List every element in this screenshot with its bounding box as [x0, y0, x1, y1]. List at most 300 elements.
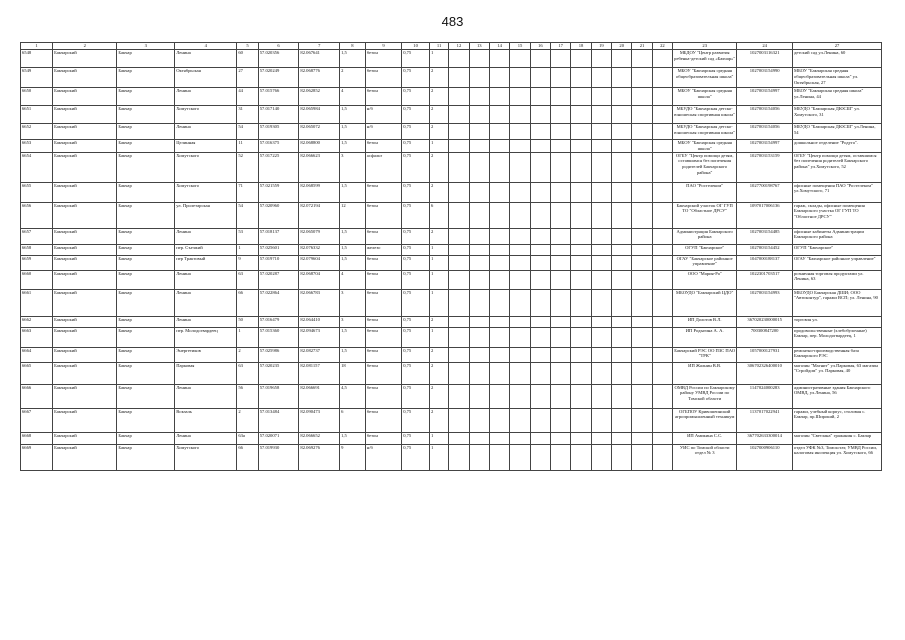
table-cell — [510, 182, 530, 202]
table-cell: 0,75 — [402, 270, 430, 289]
table-cell: бетон — [365, 255, 401, 270]
table-cell: 1027003154990 — [737, 68, 793, 88]
table-cell — [530, 327, 550, 347]
table-cell: 1027003154056 — [737, 124, 793, 140]
table-cell: 57.019305 — [258, 124, 299, 140]
table-cell: 11 — [237, 140, 258, 153]
table-cell — [591, 88, 611, 106]
table-cell — [591, 68, 611, 88]
table-cell: Бакчар — [117, 270, 175, 289]
table-cell — [489, 124, 509, 140]
table-cell — [571, 152, 591, 182]
table-cell — [571, 182, 591, 202]
table-cell: 82.066652 — [299, 432, 340, 444]
table-cell: 1,5 — [340, 244, 366, 255]
table-cell — [510, 270, 530, 289]
table-cell: 1 — [237, 327, 258, 347]
table-cell: 52 — [237, 152, 258, 182]
table-cell: Бакчарский — [53, 244, 117, 255]
table-cell — [632, 255, 652, 270]
table-cell: н/б — [365, 444, 401, 470]
column-number: 7 — [299, 43, 340, 50]
table-cell — [530, 408, 550, 432]
table-cell — [469, 384, 489, 408]
table-cell: Октябрьская — [175, 68, 237, 88]
table-cell: 0,75 — [402, 347, 430, 362]
table-row — [21, 152, 882, 182]
table-cell — [612, 444, 632, 470]
table-cell — [652, 228, 672, 244]
table-cell: 0,75 — [402, 384, 430, 408]
table-cell: 1022301703517 — [737, 270, 793, 289]
table-cell — [551, 432, 571, 444]
column-number: 24 — [737, 43, 793, 50]
table-cell: бетон — [365, 347, 401, 362]
table-cell — [652, 384, 672, 408]
table-cell — [632, 327, 652, 347]
table-cell — [469, 362, 489, 384]
table-cell — [510, 202, 530, 228]
column-number: 19 — [591, 43, 611, 50]
table-cell — [652, 444, 672, 470]
table-cell: 6666 — [21, 384, 53, 408]
table-cell: 367020230000015 — [737, 316, 793, 327]
table-cell: Бакчарский — [53, 228, 117, 244]
table-cell: бетон — [365, 432, 401, 444]
table-cell: Бакчар — [117, 202, 175, 228]
table-cell: Бакчарский — [53, 106, 117, 124]
table-cell: Администрация Бакчарского района — [673, 228, 737, 244]
table-cell: бетон — [365, 182, 401, 202]
table-cell — [652, 140, 672, 153]
table-cell — [591, 182, 611, 202]
table-cell: Бакчарский РЭС ОО ПЗС ПАО "ТРК" — [673, 347, 737, 362]
table-cell — [591, 362, 611, 384]
table-cell — [571, 384, 591, 408]
table-cell: 6663 — [21, 327, 53, 347]
table-cell — [652, 270, 672, 289]
table-cell — [632, 182, 652, 202]
table-cell: ООО "Мария-Ра" — [673, 270, 737, 289]
table-cell — [632, 384, 652, 408]
table-cell: 0,75 — [402, 289, 430, 316]
table-cell: 6549 — [21, 68, 53, 88]
table-cell: Бакчар — [117, 316, 175, 327]
table-cell: Бакчар — [117, 444, 175, 470]
table-cell: 27 — [237, 68, 258, 88]
table-cell: Бакчарский — [53, 202, 117, 228]
table-cell — [551, 244, 571, 255]
table-cell: 1,5 — [340, 255, 366, 270]
table-cell: 6660 — [21, 270, 53, 289]
table-cell — [551, 316, 571, 327]
table-cell: ОГБПОУ Кривошеинский агропромышленный техникум — [673, 408, 737, 432]
table-cell: 6662 — [21, 316, 53, 327]
table-cell: 2 — [430, 228, 449, 244]
column-number: 2 — [53, 43, 117, 50]
table-cell — [652, 88, 672, 106]
table-cell — [612, 408, 632, 432]
table-cell: Бакчар — [117, 255, 175, 270]
table-cell — [652, 68, 672, 88]
table-cell — [571, 50, 591, 68]
table-row — [21, 202, 882, 228]
table-cell — [551, 106, 571, 124]
table-cell: Энергетиков — [175, 347, 237, 362]
table-cell: 2 — [430, 68, 449, 88]
table-cell: 82.067641 — [299, 50, 340, 68]
table-cell — [530, 228, 550, 244]
table-cell: 1027003154056 — [737, 106, 793, 124]
table-cell: 6667 — [21, 408, 53, 432]
table-cell — [449, 228, 469, 244]
table-cell: Ленина — [175, 432, 237, 444]
table-cell: 82.065072 — [299, 124, 340, 140]
table-cell — [469, 444, 489, 470]
table-cell: 82.079604 — [299, 255, 340, 270]
column-number: 6 — [258, 43, 299, 50]
table-cell: Бакчарский — [53, 432, 117, 444]
table-cell: 3 — [340, 289, 366, 316]
table-cell: Бакчар — [117, 228, 175, 244]
table-cell — [530, 270, 550, 289]
table-cell: гаражи, учебный корпус, столовая с. Бакчар, пр.Широкий, 2 — [792, 408, 881, 432]
table-row — [21, 347, 882, 362]
table-cell: 82.082737 — [299, 347, 340, 362]
table-cell: Хомутского — [175, 152, 237, 182]
table-cell: отдел УФК №3, Томскстат, УМВД России, налоговая инспекция ул. Хомутского, 66 — [792, 444, 881, 470]
table-cell: бетон — [365, 88, 401, 106]
table-cell — [469, 347, 489, 362]
table-cell — [530, 244, 550, 255]
table-cell — [489, 106, 509, 124]
table-cell: 0,75 — [402, 68, 430, 88]
table-cell — [591, 124, 611, 140]
table-cell — [591, 270, 611, 289]
table-cell: 82.068704 — [299, 270, 340, 289]
table-cell: 1,5 — [340, 140, 366, 153]
table-cell: МБОУДО "Бакчарский ЦДО" — [673, 289, 737, 316]
table-cell — [612, 316, 632, 327]
table-cell: бетон — [365, 270, 401, 289]
table-cell — [571, 202, 591, 228]
table-cell — [591, 202, 611, 228]
table-cell: 6668 — [21, 432, 53, 444]
table-cell: МБУДО "Бакчарская детско-юношеская спортивная школа" — [673, 124, 737, 140]
table-cell: 6 — [340, 408, 366, 432]
table-cell: гараж, склады, офисные помещения Бакчарского участка ОГ ГУП ТО "Областное ДРСУ" — [792, 202, 881, 228]
table-cell: ИП Амикина С.С. — [673, 432, 737, 444]
table-cell: 71 — [237, 182, 258, 202]
table-cell — [551, 327, 571, 347]
table-cell: 9 — [237, 255, 258, 270]
table-cell: бетон — [365, 327, 401, 347]
table-cell — [632, 140, 652, 153]
table-cell: 1147024000283 — [737, 384, 793, 408]
table-cell: 1 — [430, 327, 449, 347]
table-cell: Бакчар — [117, 384, 175, 408]
table-cell: 2 — [237, 408, 258, 432]
table-cell — [591, 316, 611, 327]
table-cell — [632, 270, 652, 289]
table-cell — [571, 124, 591, 140]
table-cell: 2 — [430, 88, 449, 106]
table-cell: бетон — [365, 202, 401, 228]
table-cell: 60 — [237, 50, 258, 68]
table-cell: 6548 — [21, 50, 53, 68]
column-number: 17 — [551, 43, 571, 50]
table-row — [21, 88, 882, 106]
table-cell — [530, 362, 550, 384]
table-cell: ОГБУ "Центр помощи детям, оставшимся без попечения родителей Бакчарского района" — [673, 152, 737, 182]
table-cell: 1027003116321 — [737, 50, 793, 68]
table-cell: МБОУ "Бакчарская средняя школа" — [673, 88, 737, 106]
table-cell — [612, 106, 632, 124]
table-cell — [571, 244, 591, 255]
table-cell: ОМВД России по Бакчарскому району УМВД России по Томской области — [673, 384, 737, 408]
table-cell — [489, 68, 509, 88]
table-cell — [652, 347, 672, 362]
table-cell — [571, 270, 591, 289]
table-cell: 6653 — [21, 140, 53, 153]
column-number: 11 — [430, 43, 449, 50]
table-cell — [489, 408, 509, 432]
table-cell: Бакчар — [117, 68, 175, 88]
table-cell: 57.020356 — [258, 50, 299, 68]
table-cell: 1027003154997 — [737, 88, 793, 106]
table-cell: 1,5 — [340, 124, 366, 140]
table-cell: ПАО "Ростелеком" — [673, 182, 737, 202]
table-cell: 0,75 — [402, 432, 430, 444]
table-cell — [612, 362, 632, 384]
table-cell: н/б — [365, 124, 401, 140]
table-cell: 1 — [430, 270, 449, 289]
table-cell — [551, 152, 571, 182]
table-cell — [612, 88, 632, 106]
table-cell — [652, 327, 672, 347]
table-cell — [530, 50, 550, 68]
table-cell — [571, 88, 591, 106]
table-cell: 2 — [430, 362, 449, 384]
table-cell: 54 — [237, 124, 258, 140]
column-number: 1 — [21, 43, 53, 50]
table-cell — [510, 289, 530, 316]
table-cell — [489, 182, 509, 202]
table-cell: торговля ул. — [792, 316, 881, 327]
table-row — [21, 68, 882, 88]
table-cell: 82.062852 — [299, 88, 340, 106]
table-row — [21, 270, 882, 289]
table-cell — [652, 124, 672, 140]
table-cell: 3 — [340, 316, 366, 327]
table-cell — [489, 228, 509, 244]
table-cell — [591, 384, 611, 408]
table-cell: 2 — [430, 152, 449, 182]
table-cell: н/б — [365, 106, 401, 124]
table-row — [21, 408, 882, 432]
table-cell — [612, 327, 632, 347]
table-cell: Бакчар — [117, 182, 175, 202]
table-cell — [571, 316, 591, 327]
table-cell — [612, 432, 632, 444]
table-cell: 1027003153159 — [737, 152, 793, 182]
table-cell — [510, 316, 530, 327]
table-cell: 0,75 — [402, 124, 430, 140]
table-cell — [530, 255, 550, 270]
table-cell: 57.022864 — [258, 289, 299, 316]
table-cell — [652, 362, 672, 384]
table-cell: МБОУ "Бакчарская средняя общеобразовательная школа" ул. Октябрьская, 27 — [792, 68, 881, 88]
table-cell — [612, 152, 632, 182]
table-cell: 1 — [430, 289, 449, 316]
column-number: 13 — [469, 43, 489, 50]
table-cell — [652, 255, 672, 270]
table-cell: 0,75 — [402, 152, 430, 182]
table-cell: ОГАУ "Бакчарское районное управление" — [673, 255, 737, 270]
table-cell: Ленина — [175, 50, 237, 68]
table-cell — [632, 68, 652, 88]
table-cell — [530, 432, 550, 444]
table-row — [21, 182, 882, 202]
table-cell — [469, 432, 489, 444]
table-cell: железо — [365, 244, 401, 255]
table-cell: МБУДО "Бакчарская ДЮСШ" ул. Хомутского, 31 — [792, 106, 881, 124]
table-cell — [489, 244, 509, 255]
table-cell — [591, 444, 611, 470]
table-cell — [551, 362, 571, 384]
page-number: 483 — [441, 14, 464, 29]
table-cell: 0,75 — [402, 88, 430, 106]
table-cell: магазин "Магнит" ул.Парковая, 63 магазин "Стройдом" ул. Парковая, 40 — [792, 362, 881, 384]
table-cell: 6 — [430, 202, 449, 228]
table-cell — [489, 140, 509, 153]
table-cell — [469, 182, 489, 202]
column-number: 9 — [365, 43, 401, 50]
table-cell: Хомутского — [175, 106, 237, 124]
table-cell — [469, 316, 489, 327]
column-number: 15 — [510, 43, 530, 50]
table-cell: Бакчарский — [53, 384, 117, 408]
table-cell — [652, 182, 672, 202]
table-cell — [449, 152, 469, 182]
table-cell: 2 — [237, 347, 258, 362]
table-cell — [591, 228, 611, 244]
table-cell — [571, 289, 591, 316]
table-cell: Бакчар — [117, 152, 175, 182]
table-cell — [612, 384, 632, 408]
table-cell — [632, 50, 652, 68]
table-cell: 1027003154993 — [737, 289, 793, 316]
table-cell: бетон — [365, 362, 401, 384]
table-cell — [591, 106, 611, 124]
table-cell — [571, 432, 591, 444]
table-row — [21, 124, 882, 140]
table-cell — [449, 347, 469, 362]
table-cell: Бакчарский — [53, 124, 117, 140]
table-cell: 0,75 — [402, 228, 430, 244]
table-cell: 1 — [430, 255, 449, 270]
table-cell — [632, 408, 652, 432]
table-cell: Бакчарский — [53, 140, 117, 153]
table-cell — [469, 140, 489, 153]
table-cell: МБУДО "Бакчарская детско-юношеская спортивная школа" — [673, 106, 737, 124]
table-cell — [612, 347, 632, 362]
table-cell: Бакчар — [117, 88, 175, 106]
table-cell: 2 — [430, 384, 449, 408]
table-cell — [449, 88, 469, 106]
table-cell: Бакчар — [117, 289, 175, 316]
table-cell — [591, 408, 611, 432]
table-cell — [469, 228, 489, 244]
table-cell — [530, 68, 550, 88]
table-cell — [510, 432, 530, 444]
column-number: 3 — [117, 43, 175, 50]
table-cell — [449, 140, 469, 153]
table-cell: продовольственные (хлебобулочные) Бакчар, пер. Молодогвардеец, 1 — [792, 327, 881, 347]
table-cell: бетон — [365, 140, 401, 153]
table-cell — [489, 152, 509, 182]
table-cell: 6655 — [21, 182, 53, 202]
column-number-row — [21, 43, 882, 50]
table-cell — [551, 182, 571, 202]
table-cell — [449, 289, 469, 316]
table-cell: Бакчар — [117, 140, 175, 153]
table-cell: 57.019930 — [258, 444, 299, 470]
table-cell — [449, 106, 469, 124]
table-cell: 1 — [430, 444, 449, 470]
table-cell — [632, 152, 652, 182]
table-cell: Ленина — [175, 124, 237, 140]
table-cell: ИП Долотов В.Л. — [673, 316, 737, 327]
table-cell — [449, 444, 469, 470]
table-cell — [652, 408, 672, 432]
table-row — [21, 444, 882, 470]
column-number: 8 — [340, 43, 366, 50]
table-cell: 6658 — [21, 244, 53, 255]
table-cell: 53 — [237, 228, 258, 244]
table-cell: 6661 — [21, 289, 53, 316]
table-cell — [510, 50, 530, 68]
table-cell: Бакчарский — [53, 444, 117, 470]
table-cell: 66 — [237, 444, 258, 470]
table-cell: 0,75 — [402, 362, 430, 384]
table-cell — [571, 68, 591, 88]
table-cell: 1097017006136 — [737, 202, 793, 228]
table-cell — [632, 362, 652, 384]
table-cell: Бакчар — [117, 106, 175, 124]
table-cell: 57.020071 — [258, 432, 299, 444]
table-cell — [551, 202, 571, 228]
table-cell: 57.020249 — [258, 68, 299, 88]
table-cell: 50 — [237, 316, 258, 327]
table-cell: ИП Жалнин В.В. — [673, 362, 737, 384]
table-cell — [469, 88, 489, 106]
table-cell — [469, 289, 489, 316]
table-cell: розничная торговля продуктами ул. Ленина, 63 — [792, 270, 881, 289]
column-number: 4 — [175, 43, 237, 50]
table-cell — [449, 50, 469, 68]
table-cell — [632, 124, 652, 140]
table-cell: Бакчар — [117, 432, 175, 444]
table-cell — [571, 228, 591, 244]
table-cell — [469, 124, 489, 140]
table-cell: МБУДО "Бакчарская ДЮСШ" ул.Ленина, 54 — [792, 124, 881, 140]
table-cell — [551, 255, 571, 270]
table-cell: дошкольное отделение "Родуга". — [792, 140, 881, 153]
table-cell: асфальт — [365, 152, 401, 182]
table-cell: 1,5 — [340, 50, 366, 68]
table-cell: Бакчар — [117, 327, 175, 347]
